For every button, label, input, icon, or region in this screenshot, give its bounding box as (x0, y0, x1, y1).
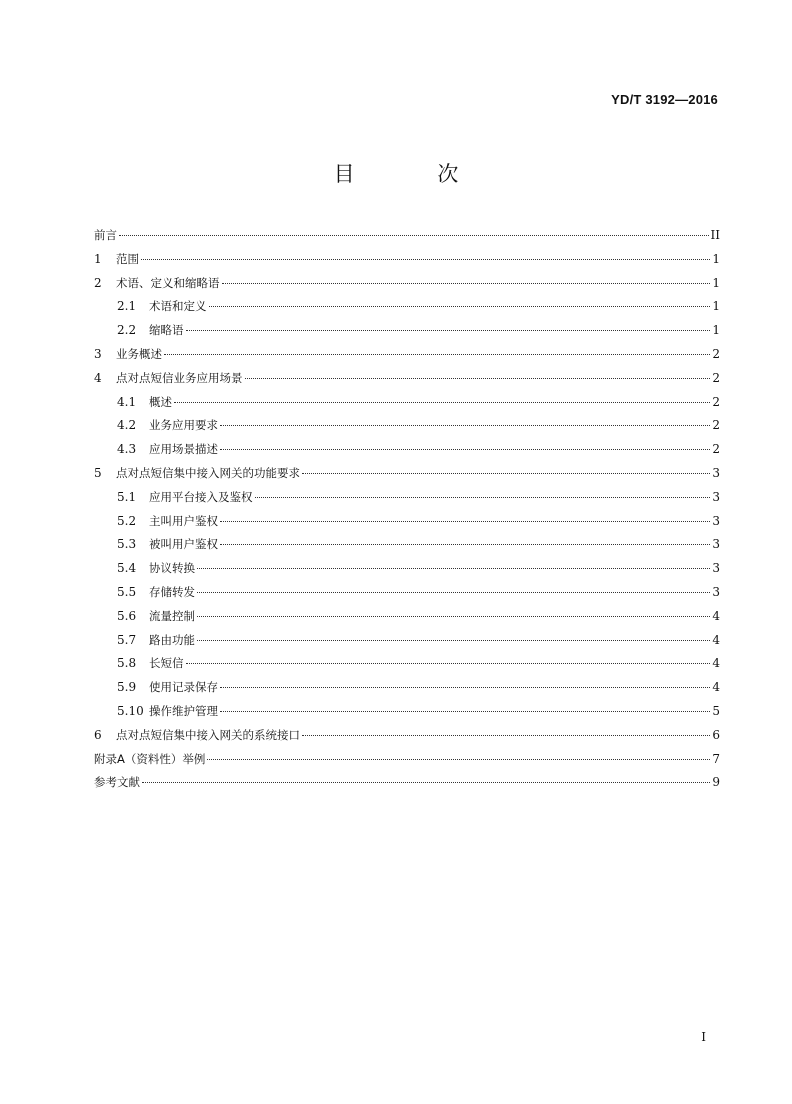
toc-entry-number: 5.5 (117, 584, 137, 599)
toc-entry-number: 3 (94, 346, 102, 361)
dot-leader (197, 616, 710, 617)
toc-entry[interactable] (94, 655, 720, 679)
toc-entry-label: 业务应用要求 (149, 418, 218, 433)
dot-leader (186, 330, 711, 331)
toc-entry-number: 4.1 (117, 394, 137, 409)
toc-entry-label: 长短信 (149, 656, 184, 671)
toc-entry-page: 3 (712, 584, 720, 599)
toc-entry[interactable] (94, 774, 720, 798)
toc-entry-label: 缩略语 (149, 323, 184, 338)
toc-entry[interactable] (94, 417, 720, 441)
toc-entry-page: 2 (712, 346, 720, 361)
toc-entry-page: 2 (712, 394, 720, 409)
standard-code: YD/T 3192—2016 (611, 92, 718, 107)
toc-entry-number: 5.7 (117, 632, 137, 647)
toc-entry-number: 5.8 (117, 656, 137, 671)
toc-entry-page: 1 (712, 251, 720, 266)
toc-entry-label: 流量控制 (149, 608, 195, 623)
toc-entry[interactable] (94, 298, 720, 322)
toc-entry[interactable] (94, 489, 720, 513)
dot-leader (186, 663, 711, 664)
toc-entry-page: 4 (712, 632, 720, 647)
toc-entry-page: II (710, 228, 720, 242)
toc-entry-page: 6 (712, 727, 720, 742)
toc-entry-number: 5.6 (117, 608, 137, 623)
toc-entry[interactable] (94, 346, 720, 370)
toc-entry-page: 3 (712, 465, 720, 480)
toc-entry-page: 2 (712, 370, 720, 385)
toc-entry[interactable] (94, 584, 720, 608)
toc-entry-page: 3 (712, 513, 720, 528)
toc-entry-label: 概述 (149, 394, 172, 409)
toc-entry-number: 5.9 (117, 680, 137, 695)
toc-entry[interactable] (94, 465, 720, 489)
toc-entry-label: 应用场景描述 (149, 442, 218, 457)
dot-leader (255, 497, 711, 498)
toc-entry-page: 4 (712, 680, 720, 695)
toc-entry-page: 4 (712, 608, 720, 623)
toc-entry-number: 1 (94, 251, 102, 266)
toc-entry-label: 术语、定义和缩略语 (116, 275, 220, 290)
toc-entry[interactable] (94, 560, 720, 584)
toc-entry-page: 1 (712, 275, 720, 290)
toc-entry[interactable] (94, 227, 720, 251)
dot-leader (197, 568, 710, 569)
dot-leader (245, 378, 711, 379)
toc-entry[interactable] (94, 679, 720, 703)
toc-entry[interactable] (94, 251, 720, 275)
toc-entry[interactable] (94, 632, 720, 656)
toc-entry-page: 2 (712, 442, 720, 457)
toc-entry[interactable] (94, 703, 720, 727)
toc-entry-label: 附录A（资料性）举例 (94, 751, 206, 766)
toc-entry-label: 前言 (94, 228, 117, 242)
toc-entry-label: 主叫用户鉴权 (149, 513, 218, 528)
toc-entry-number: 5 (94, 465, 102, 480)
dot-leader (197, 640, 710, 641)
page-title: 目 次 (333, 162, 497, 186)
toc-entry-label: 操作维护管理 (149, 703, 218, 718)
toc-entry-label: 路由功能 (149, 632, 195, 647)
toc-entry-page: 3 (712, 561, 720, 576)
toc-entry-number: 4 (94, 370, 102, 385)
toc-entry[interactable] (94, 751, 720, 775)
toc-entry-number: 5.3 (117, 537, 137, 552)
toc-entry-label: 参考文献 (94, 775, 140, 790)
toc-entry-page: 7 (712, 751, 720, 766)
toc-entry[interactable] (94, 441, 720, 465)
toc-entry-label: 点对点短信集中接入网关的功能要求 (116, 465, 300, 480)
dot-leader (174, 402, 710, 403)
dot-leader (220, 544, 710, 545)
toc-entry-number: 2.1 (117, 299, 137, 314)
toc-entry-page: 4 (712, 656, 720, 671)
toc-entry-number: 5.1 (117, 489, 137, 504)
toc-entry-label: 应用平台接入及鉴权 (149, 489, 253, 504)
toc-entry-label: 存储转发 (149, 584, 195, 599)
toc-entry-number: 5.4 (117, 561, 137, 576)
toc-entry-label: 术语和定义 (149, 299, 207, 314)
toc-entry-label: 业务概述 (116, 346, 162, 361)
dot-leader (302, 735, 710, 736)
toc-entry-number: 2.2 (117, 323, 137, 338)
toc-entry-page: 3 (712, 489, 720, 504)
footer-page-number: I (701, 1030, 706, 1044)
toc-entry-number: 5.10 (117, 703, 144, 718)
toc-entry-label: 点对点短信业务应用场景 (116, 370, 243, 385)
toc-entry[interactable] (94, 513, 720, 537)
dot-leader (119, 235, 709, 236)
toc-entry-number: 2 (94, 275, 102, 290)
toc-entry[interactable] (94, 536, 720, 560)
toc-entry-page: 3 (712, 537, 720, 552)
toc-entry-number: 6 (94, 727, 102, 742)
dot-leader (220, 687, 710, 688)
dot-leader (142, 782, 710, 783)
toc-entry-page: 9 (712, 775, 720, 790)
dot-leader (209, 306, 711, 307)
toc-entry[interactable] (94, 608, 720, 632)
dot-leader (207, 759, 710, 760)
dot-leader (197, 592, 710, 593)
toc-entry-label: 协议转换 (149, 561, 195, 576)
toc-entry-label: 使用记录保存 (149, 680, 218, 695)
dot-leader (220, 521, 710, 522)
toc-entry[interactable] (94, 394, 720, 418)
toc-entry[interactable] (94, 727, 720, 751)
dot-leader (220, 711, 710, 712)
dot-leader (220, 449, 710, 450)
dot-leader (222, 283, 711, 284)
dot-leader (302, 473, 710, 474)
toc-entry-label: 点对点短信集中接入网关的系统接口 (116, 727, 300, 742)
toc-entry-number: 5.2 (117, 513, 137, 528)
toc-entry-label: 范围 (116, 251, 139, 266)
table-of-contents (94, 227, 720, 798)
toc-entry[interactable] (94, 275, 720, 299)
toc-entry-number: 4.2 (117, 418, 137, 433)
toc-entry-label: 被叫用户鉴权 (149, 537, 218, 552)
toc-entry[interactable] (94, 370, 720, 394)
toc-entry-page: 5 (712, 703, 720, 718)
dot-leader (164, 354, 710, 355)
toc-entry[interactable] (94, 322, 720, 346)
toc-entry-page: 2 (712, 418, 720, 433)
toc-entry-page: 1 (712, 323, 720, 338)
toc-entry-page: 1 (712, 299, 720, 314)
dot-leader (220, 425, 710, 426)
toc-entry-number: 4.3 (117, 442, 137, 457)
dot-leader (141, 259, 710, 260)
